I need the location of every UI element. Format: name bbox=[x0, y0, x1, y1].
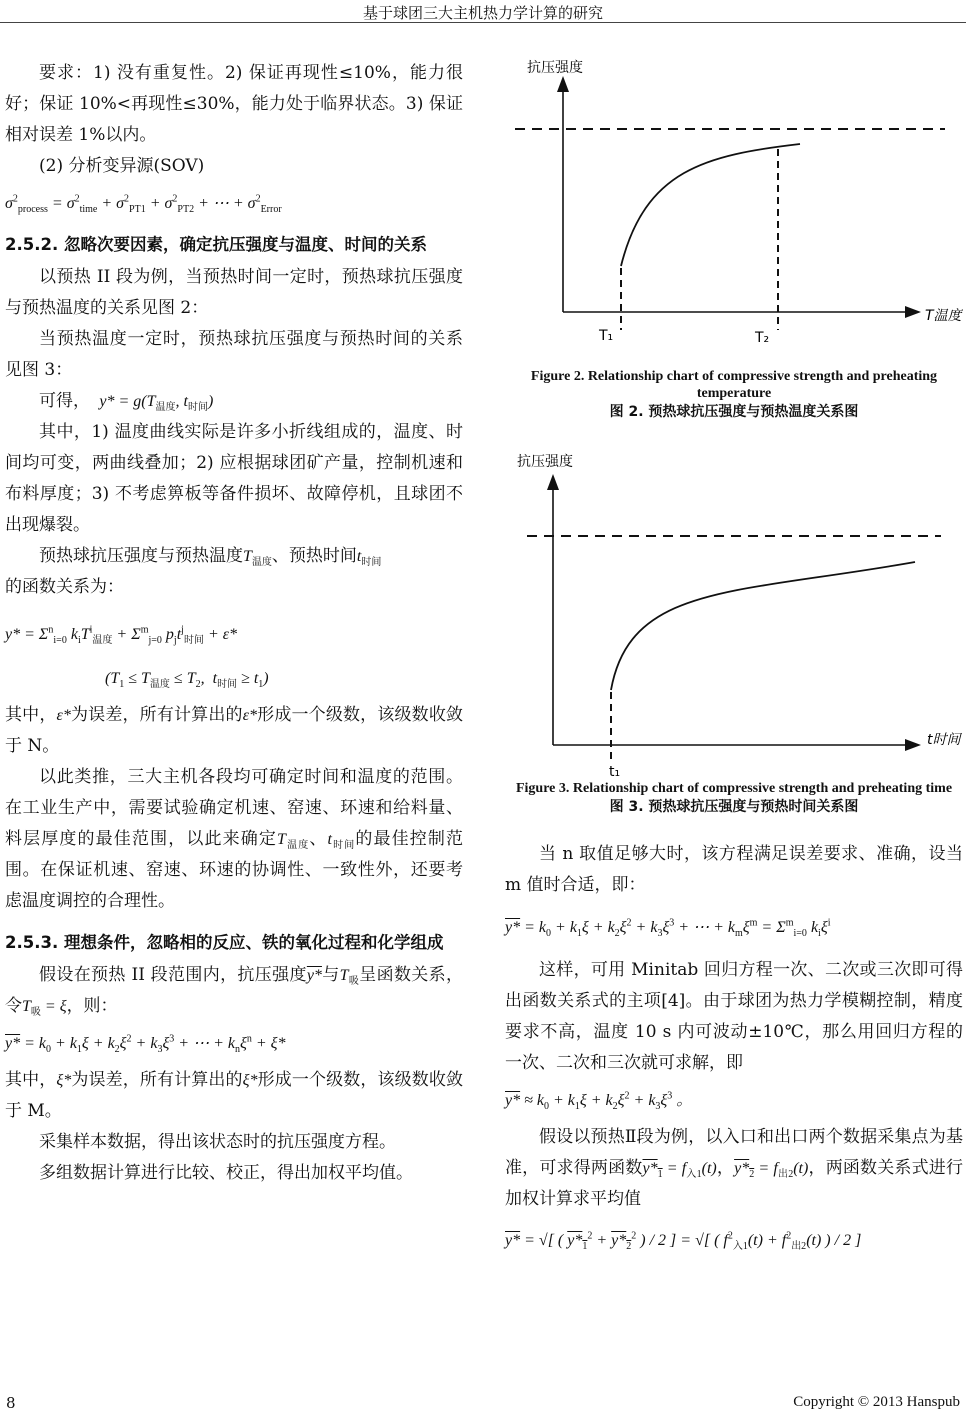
kede-text: 可得， bbox=[39, 391, 90, 411]
figure-2 bbox=[505, 50, 963, 422]
range-equation: ($T_1 \le T_{温度} \le T_2$, $t_{时间} \ge t_1$) bbox=[105, 670, 269, 691]
figure-2-caption-zh: 图 2. 预热球抗压强度与预热温度关系图 bbox=[609, 404, 859, 420]
paragraph-weighted: 多组数据计算进行比较、校正，得出加权平均值。 bbox=[39, 1163, 413, 1183]
fig2-y-arrow-icon bbox=[557, 76, 569, 92]
xi-text-b: 为误差，所有计算出的 bbox=[71, 1070, 243, 1090]
assume-text-c: 呈函数关系，令 bbox=[5, 965, 463, 1016]
paragraph-kede bbox=[5, 386, 463, 417]
fig2-y-axis-label: 抗压强度 bbox=[527, 60, 583, 76]
section-number: 2.5.3. bbox=[5, 933, 59, 952]
paragraph-xi-error: 其中，ξ*为误差，所有计算出的ξ*形成一个级数，该级数收敛于 M。 bbox=[5, 1070, 464, 1121]
paragraph-n-large: 当 n 取值足够大时，该方程满足误差要求、准确，设当 m 值时合适，即： bbox=[505, 844, 963, 895]
poly-n-equation: $y* = k_0 + k_1\xi + k_2\xi^2 + k_3\xi^3$ + ⋯ + $k_n\xi^n + \xi*$ bbox=[5, 1033, 286, 1056]
sov-paragraph: (2) 分析变异源(SOV) bbox=[39, 156, 205, 176]
header-rule bbox=[0, 22, 966, 23]
paragraph-conditions: 其中，1) 温度曲线实际是许多小折线组成的，温度、时间均可变，两曲线叠加；2) 应根据球团矿产量，控制机速和布料厚度；3) 不考虑箅板等备件损坏、故障停机，且球团不出现爆裂。 bbox=[5, 422, 463, 535]
fig3-y-arrow-icon bbox=[547, 474, 559, 490]
eps-text-b: 为误差，所有计算出的 bbox=[70, 705, 243, 725]
two-func-text-b: 两函数关系式进行加权计算求平均值 bbox=[505, 1158, 963, 1209]
fig2-x-axis-label: T温度 bbox=[925, 308, 962, 324]
func-text-a: 预热球抗压强度与预热温度 bbox=[39, 546, 243, 566]
paragraph-fig3-ref: 当预热温度一定时，预热球抗压强度与预热时间的关系见图 3： bbox=[5, 329, 463, 380]
section-heading-2-5-3 bbox=[5, 927, 463, 958]
approx-equation: $y* \approx k_0 + k_1\xi + k_2\xi^2 + k_3\xi^3$ 。 bbox=[505, 1090, 693, 1113]
fig3-x-arrow-icon bbox=[905, 739, 921, 751]
func-text-c: 的函数关系为： bbox=[5, 577, 124, 597]
page-number: 8 bbox=[6, 1394, 16, 1412]
assume-text-d: ，则： bbox=[66, 996, 118, 1016]
figure-3-caption-en: Figure 3. Relationship chart of compressive strength and preheating time bbox=[515, 781, 953, 796]
paragraph-minitab: 这样，可用 Minitab 回归方程一次、二次或三次即可得出函数关系式的主项[4]。由于球团为热力学模糊控制，精度要求不高，温度 10 s 内可波动±10℃，那么用回归方程的一次、二次和三次就可求解，即 bbox=[505, 960, 963, 1073]
assume-text-a: 假设在预热 II 段范围内，抗压强度 bbox=[39, 965, 307, 985]
eps-text-c: 形成一个级数，该级数收敛于 N。 bbox=[5, 705, 464, 756]
fig3-t1-label: t₁ bbox=[609, 764, 621, 780]
xi-text-c: 形成一个级数，该级数收敛于 M。 bbox=[5, 1070, 464, 1121]
analogy-text-b: 、 bbox=[309, 829, 328, 849]
sov-equation: $\sigma^2_{process} = \sigma^2_{time} + \sigma^2_{PT1} + \sigma^2_{PT2}$ + ⋯ + $\sigma^2_{Error}$ bbox=[5, 193, 282, 216]
paragraph-analogy: 以此类推，三大主机各段均可确定时间和温度的范围。在工业生产中，需要试验确定机速、窑速、环速和给料量、料层厚度的最佳范围，以此来确定$T_{温度}$、$t_{时间}$的最佳控制范围。在保证机速、窑速、环速的协调性、一致性外，还要考虑温度调控的合理性。 bbox=[5, 767, 464, 911]
copyright: Copyright © 2013 Hanspub bbox=[793, 1394, 960, 1410]
mean-equation: y* = √[ ( $y*_1^2 + y*_2^2$ ) / 2 ] = √[ ( $f^2_{入1}(t) + f^2_{出2}(t)$ ) / 2 ] bbox=[505, 1230, 862, 1253]
section-title: 理想条件，忽略相的反应、铁的氧化过程和化学组成 bbox=[64, 933, 444, 952]
figure-3-caption-zh: 图 3. 预热球抗压强度与预热时间关系图 bbox=[609, 799, 859, 815]
paragraph-function-relation: 预热球抗压强度与预热温度$T_{温度}$、预热时间$t_{时间}$ 的函数关系为： bbox=[5, 546, 382, 597]
figure-2-chart bbox=[505, 50, 963, 350]
analogy-text-a: 以此类推，三大主机各段均可确定时间和温度的范围。在工业生产中，需要试验确定机速、窑速、环速和给料量、料层厚度的最佳范围，以此来确定 bbox=[5, 767, 463, 849]
section-number: 2.5.2. bbox=[5, 235, 59, 254]
right-column bbox=[505, 50, 963, 1267]
analogy-text-c: 的最佳控制范围。在保证机速、窑速、环速的协调性、一致性外，还要考虑温度调控的合理性。 bbox=[5, 829, 464, 911]
two-func-text-a: 假设以预热Ⅱ段为例，以入口和出口两个数据采集点为基准，可求得两函数 bbox=[505, 1127, 963, 1178]
paragraph-two-functions: 假设以预热Ⅱ段为例，以入口和出口两个数据采集点为基准，可求得两函数$y*_1 = f_{入1}(t)$，$y*_2 = f_{出2}(t)$，两函数关系式进行加权计算求平均值 bbox=[505, 1127, 963, 1209]
fig2-t1-label: T₁ bbox=[599, 328, 614, 344]
paragraph-sampling: 采集样本数据，得出该状态时的抗压强度方程。 bbox=[39, 1132, 396, 1152]
paragraph-fig2-ref: 以预热 II 段为例，当预热时间一定时，预热球抗压强度与预热温度的关系见图 2： bbox=[5, 267, 463, 318]
paragraph-epsilon: 其中，ε*为误差，所有计算出的ε*形成一个级数，该级数收敛于 N。 bbox=[5, 705, 464, 756]
assume-text-b: 与 bbox=[321, 965, 340, 985]
eps-text-a: 其中， bbox=[5, 705, 57, 725]
section-title: 忽略次要因素，确定抗压强度与温度、时间的关系 bbox=[64, 235, 427, 254]
func-text-b: 、预热时间 bbox=[271, 546, 357, 566]
fig3-x-axis-label: t时间 bbox=[927, 732, 961, 748]
poly-m-equation: $y* = k_0 + k_1\xi + k_2\xi^2 + k_3\xi^3$ + ⋯ + $k_m\xi^m = \Sigma^m_{i=0}$ $k_i\xi^i$ bbox=[505, 917, 831, 940]
section-heading-2-5-2 bbox=[5, 229, 463, 260]
sum-equation: $y* = \Sigma^n_{i=0}$ $k_iT^i_{温度} + \Sigma^m_{j=0}$ $p_jt^j_{时间} + \varepsilon*$ bbox=[5, 624, 238, 647]
paragraph-assumption: 假设在预热 II 段范围内，抗压强度y*与$T_吸$呈函数关系，令$T_吸 = \xi$，则： bbox=[5, 965, 463, 1019]
fig2-t2-label: T₂ bbox=[755, 330, 770, 346]
figure-3 bbox=[505, 444, 963, 817]
page-header: 基于球团三大主机热力学计算的研究 bbox=[362, 4, 603, 22]
figure-2-caption-en: Figure 2. Relationship chart of compressive strength and preheating temperature bbox=[530, 369, 938, 401]
fig2-strength-curve bbox=[621, 144, 800, 266]
xi-text-a: 其中， bbox=[5, 1070, 57, 1090]
left-column bbox=[5, 58, 463, 1189]
figure-3-chart bbox=[505, 444, 963, 784]
fig3-strength-curve bbox=[611, 562, 915, 690]
fig2-x-arrow-icon bbox=[905, 306, 921, 318]
requirements-paragraph: 要求：1) 没有重复性。2) 保证再现性≤10%，能力很好；保证 10%<再现性≤30%，能力处于临界状态。3) 保证相对误差 1%以内。 bbox=[5, 63, 463, 145]
fig3-y-axis-label: 抗压强度 bbox=[517, 454, 573, 470]
g-equation: $y* = g(T_{温度}$, $t_{时间}$) bbox=[95, 393, 214, 414]
